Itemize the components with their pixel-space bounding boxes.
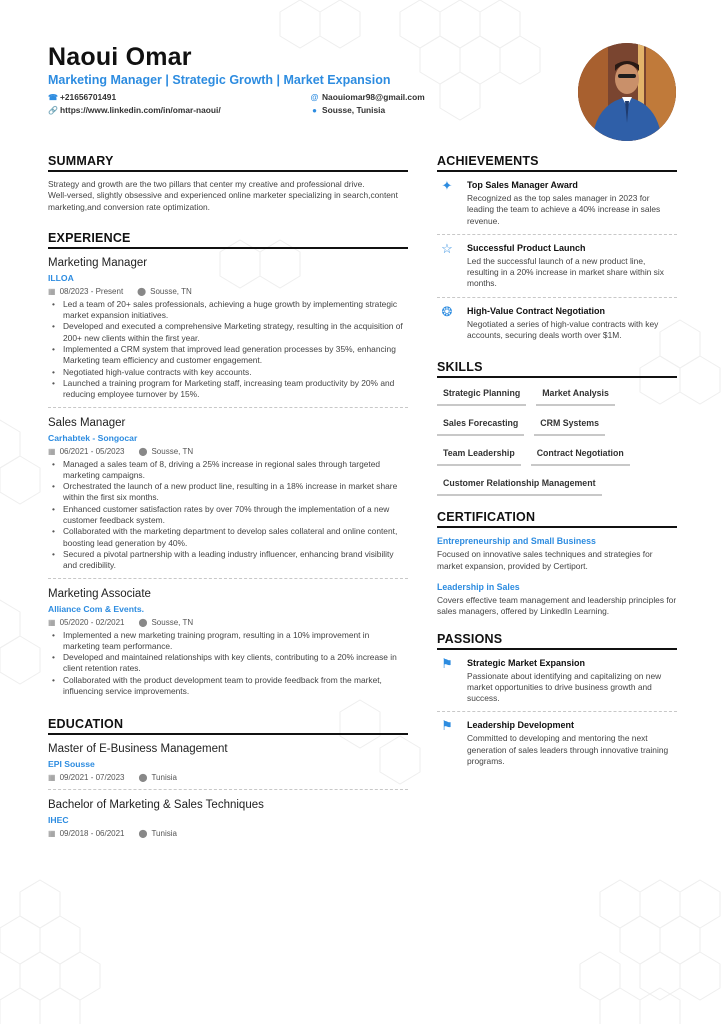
job-dates: 08/2023 - Present (59, 286, 124, 296)
achievement-title: Top Sales Manager Award (467, 180, 578, 190)
bullet-item: • Launched a training program for Marketing staff, increasing team productivity by 20% and reducing employee turnover by 15%. (48, 378, 408, 401)
bullet-item: • Implemented a new marketing training program, resulting in a 10% improvement in marketing team performance. (48, 630, 408, 653)
degree-title: Bachelor of Marketing & Sales Techniques (48, 799, 264, 812)
certification-name: Entrepreneurship and Small Business (437, 536, 596, 547)
location-text: Sousse, Tunisia (322, 105, 386, 115)
bullet-item: • Orchestrated the launch of a new product line, resulting in a 18% increase in market share within the first six months. (48, 481, 408, 504)
right-column (437, 154, 677, 781)
achievement-title: Successful Product Launch (467, 242, 586, 253)
calendar-icon: ▦ (48, 446, 56, 456)
skills-section (437, 360, 677, 496)
certification-name: Leadership in Sales (437, 581, 520, 592)
passions-section (437, 632, 677, 775)
bullet-item: • Enhanced customer satisfaction rates by over 70% through the implementation of a new customer feedback system. (48, 504, 408, 527)
phone-icon: ☎ (48, 92, 58, 102)
job-bullets (48, 459, 408, 572)
calendar-icon: ▦ (48, 286, 56, 296)
linkedin-contact (48, 104, 310, 116)
skill-tag: Customer Relationship Management (437, 475, 602, 496)
company-name: Carhabtek - Songocar (48, 432, 138, 443)
summary-text: Strategy and growth are the two pillars that center my creative and professional drive. (48, 179, 365, 189)
phone-number[interactable]: +21656701491 (60, 92, 117, 102)
bullet-item: • Led a team of 20+ sales professionals, achieving a huge growth by implementing strategic market expansion initiatives. (48, 299, 408, 322)
linkedin-url[interactable]: https://www.linkedin.com/in/omar-naoui/ (60, 105, 221, 115)
skill-tag: Contract Negotiation (531, 445, 630, 466)
location-contact (310, 104, 550, 116)
job-bullets (48, 299, 408, 401)
flag-icon: ⚑ (441, 718, 453, 734)
location-pin-icon: ⬤ (138, 617, 148, 627)
resume-header (48, 42, 568, 116)
job-meta (48, 446, 408, 457)
passion-item (437, 719, 677, 774)
bullet-item: • Negotiated high-value contracts with key accounts. (48, 367, 408, 378)
achievement-desc: Recognized as the top sales manager in 2023 for leading the team to achieve a 40% increase in sales revenue. (467, 193, 661, 226)
education-entry (48, 742, 408, 790)
certification-item (437, 581, 677, 618)
bullet-item: • Collaborated with the product development team to provide feedback from the market, influencing service improvements. (48, 675, 408, 698)
bullet-item: • Implemented a CRM system that improved lead generation processes by 35%, enhancing Marketing team efficiency and customer engagement. (48, 344, 408, 367)
achievement-desc: Led the successful launch of a new product line, resulting in a 20% increase in market share within six months. (467, 255, 664, 289)
summary-title: SUMMARY (48, 154, 408, 172)
phone-contact (48, 91, 310, 103)
certification-item (437, 535, 677, 572)
bullet-item: • Developed and maintained relationships with key clients, contributing to a 20% increase in client retention rates. (48, 652, 408, 675)
passion-desc: Committed to developing and mentoring the next generation of sales leaders through innovative training programs. (467, 733, 669, 767)
passion-title: Leadership Development (467, 720, 575, 731)
job-title: Marketing Manager (48, 256, 148, 269)
location-pin-icon: ⬤ (138, 773, 148, 783)
job-location: Sousse, TN (151, 617, 194, 627)
passions-title: PASSIONS (437, 632, 677, 650)
location-pin-icon: ⬤ (137, 286, 147, 296)
candidate-headline: Marketing Manager | Strategic Growth | Market Expansion (48, 73, 391, 87)
job-title: Sales Manager (48, 416, 126, 429)
location-pin-icon: ⬤ (138, 829, 148, 839)
job-title: Marketing Associate (48, 587, 151, 600)
bullet-item: • Secured a pivotal partnership with a leading industry influencer, enhancing brand visibility and credibility. (48, 549, 408, 572)
education-entry (48, 798, 408, 845)
profile-photo (578, 43, 676, 141)
education-dates: 09/2018 - 06/2021 (59, 829, 125, 839)
calendar-icon: ▦ (48, 829, 56, 839)
certification-desc: Focused on innovative sales techniques and strategies for market expansion, provided by Certiport. (437, 549, 653, 571)
contact-info (48, 91, 568, 116)
achievement-item (437, 305, 677, 349)
email-address[interactable]: Naouiomar98@gmail.com (322, 92, 425, 102)
link-icon: 🔗 (48, 105, 58, 115)
experience-title: EXPERIENCE (48, 231, 408, 249)
education-location: Tunisia (151, 829, 177, 839)
job-bullets (48, 630, 408, 698)
education-location: Tunisia (151, 773, 177, 783)
education-title: EDUCATION (48, 717, 408, 735)
experience-entry (48, 587, 408, 704)
passion-item (437, 657, 677, 713)
location-pin-icon: ● (312, 105, 317, 115)
at-sign-icon: @ (310, 92, 319, 102)
education-section (48, 717, 408, 845)
skill-tag: Market Analysis (536, 385, 615, 406)
calendar-icon: ▦ (48, 773, 56, 783)
education-meta (48, 772, 408, 783)
summary-text-2: Well-versed, slightly obsessive and experienced online marketer specializing in search,content marketing,and conversion rate optimization. (48, 190, 398, 212)
achievement-desc: Negotiated a series of high-value contracts with key accounts, securing deals worth over $1M. (467, 318, 659, 341)
school-name: EPI Sousse (48, 759, 95, 770)
experience-section (48, 231, 408, 703)
flag-icon: ⚑ (441, 655, 453, 671)
certification-section (437, 510, 677, 617)
bullet-item: • Managed a sales team of 8, driving a 25% increase in regional sales through targeted marketing campaigns. (48, 459, 408, 482)
bullet-item: • Collaborated with the marketing department to develop sales collateral and online content, boosting lead generation by 40%. (48, 526, 408, 549)
candidate-name: Naoui Omar (48, 43, 192, 71)
job-meta (48, 617, 408, 628)
job-location: Sousse, TN (151, 446, 194, 456)
skill-tag: Team Leadership (437, 445, 521, 466)
education-dates: 09/2021 - 07/2023 (59, 773, 125, 783)
certification-desc: Covers effective team management and leadership principles for sales managers, offered by LinkedIn Learning. (437, 594, 677, 617)
skills-list (437, 385, 677, 496)
calendar-icon: ▦ (48, 617, 56, 627)
summary-section (48, 154, 408, 213)
job-location: Sousse, TN (150, 286, 192, 296)
skill-tag: Sales Forecasting (437, 415, 524, 436)
location-pin-icon: ⬤ (138, 446, 148, 456)
achievement-item (437, 242, 677, 298)
company-name: ILLOA (48, 272, 74, 283)
email-contact (310, 91, 550, 103)
certification-title: CERTIFICATION (437, 510, 677, 528)
passion-desc: Passionate about identifying and capitalizing on new market opportunities to drive business growth and success. (467, 670, 662, 704)
left-column (48, 154, 408, 853)
job-meta (48, 286, 408, 297)
achievement-item (437, 179, 677, 235)
magic-wand-icon: ✦ (441, 178, 453, 193)
experience-entry (48, 416, 408, 579)
experience-entry (48, 256, 408, 408)
profile-photo-illustration (578, 43, 676, 141)
degree-title: Master of E-Business Management (48, 743, 228, 756)
skill-tag: CRM Systems (534, 415, 605, 436)
star-icon: ☆ (441, 240, 453, 256)
bullet-item: • Developed and executed a comprehensive Marketing strategy, resulting in the acquisition of 200+ new clients within the first year. (48, 321, 408, 344)
achievements-title: ACHIEVEMENTS (437, 154, 677, 172)
job-dates: 05/2020 - 02/2021 (59, 617, 125, 627)
job-dates: 06/2021 - 05/2023 (59, 446, 125, 456)
skill-tag: Strategic Planning (437, 385, 526, 406)
achievements-section (437, 154, 677, 348)
achievement-title: High-Value Contract Negotiation (467, 305, 606, 316)
passion-title: Strategic Market Expansion (467, 657, 586, 668)
skills-title: SKILLS (437, 360, 677, 378)
brain-icon: ❂ (441, 303, 453, 319)
company-name: Alliance Com & Events. (48, 603, 144, 614)
school-name: IHEC (48, 815, 69, 826)
education-meta (48, 828, 408, 839)
